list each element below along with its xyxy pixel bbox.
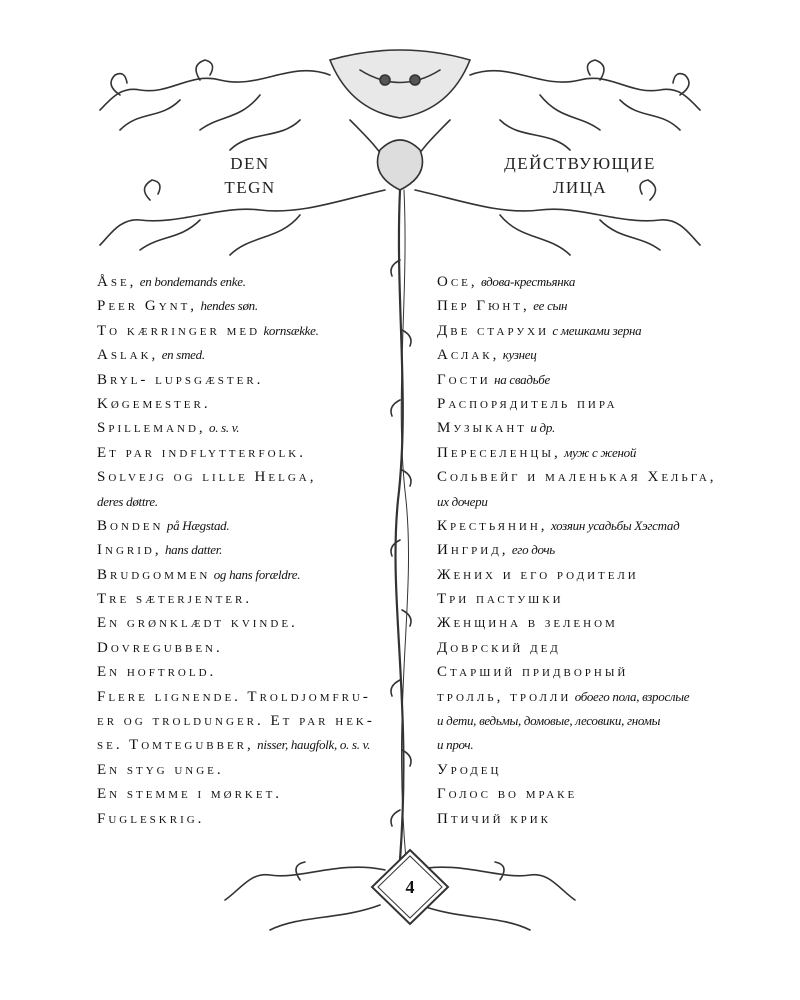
cast-line	[437, 270, 737, 294]
character-name: Распорядитель пира	[437, 395, 618, 412]
character-description: deres døttre.	[97, 493, 158, 509]
character-name: Голос во мраке	[437, 786, 578, 803]
cast-line	[97, 343, 397, 367]
character-description: og hans forældre.	[213, 566, 301, 582]
character-name: Жених и его родители	[437, 566, 639, 583]
character-description: и др.	[530, 420, 555, 436]
character-name: Bonden	[97, 517, 164, 534]
cast-line	[437, 441, 737, 465]
cast-line	[97, 636, 397, 660]
cast-line	[437, 416, 737, 440]
cast-line	[437, 514, 737, 538]
cast-line	[97, 733, 397, 757]
character-name: тролль, тролли	[437, 688, 572, 705]
cast-line	[437, 465, 737, 489]
character-name: Et par indflytterfolk.	[97, 444, 306, 461]
character-name: Køgemester.	[97, 395, 211, 412]
character-description: en bondemands enke.	[139, 274, 246, 289]
cast-line	[437, 660, 737, 684]
cast-line	[97, 758, 397, 782]
character-name: Solvejg og lille Helga,	[97, 469, 317, 486]
cast-line	[437, 782, 737, 806]
cast-line	[97, 270, 397, 294]
cast-line	[97, 514, 397, 538]
cast-line	[437, 538, 737, 562]
character-name: Музыкант	[437, 420, 528, 437]
character-description: муж с женой	[564, 444, 637, 460]
character-name: Переселенцы,	[437, 444, 561, 461]
character-name: Tre sæterjenter.	[97, 591, 253, 608]
cast-line	[97, 563, 397, 587]
character-name: Åse,	[97, 274, 137, 290]
character-name: Осе,	[437, 274, 478, 290]
character-name: Fugleskrig.	[97, 810, 205, 827]
character-name: se. Tomtegubber,	[97, 737, 254, 754]
character-name: Ingrid,	[97, 542, 162, 559]
cast-line	[97, 685, 397, 709]
character-description: вдова-крестьянка	[481, 274, 576, 289]
cast-line	[97, 465, 397, 489]
cast-line	[97, 782, 397, 806]
cast-line	[437, 319, 737, 343]
cast-line	[437, 587, 737, 611]
character-name: Ингрид,	[437, 542, 509, 559]
cast-line	[437, 807, 737, 831]
cast-line	[97, 441, 397, 465]
character-name: Уродец	[437, 761, 502, 778]
cast-line	[97, 416, 397, 440]
character-description: hendes søn.	[200, 298, 258, 314]
cast-line	[97, 660, 397, 684]
heading-line: TEGN	[224, 178, 276, 197]
cast-line	[97, 490, 397, 514]
character-name: Две старухи	[437, 322, 550, 339]
cast-line	[437, 636, 737, 660]
character-description: ее сын	[533, 298, 568, 314]
character-name: En styg unge.	[97, 761, 224, 778]
cast-line	[97, 368, 397, 392]
cast-line	[437, 368, 737, 392]
cast-line	[97, 538, 397, 562]
cast-line	[437, 709, 737, 733]
character-name: Aslak,	[97, 347, 159, 364]
page-number: 4	[405, 877, 415, 897]
cast-line	[437, 733, 737, 757]
character-name: En stemme i mørket.	[97, 786, 283, 803]
character-name: Brudgommen	[97, 566, 211, 583]
character-description: обоего пола, взрослые	[574, 688, 690, 704]
character-description: кузнец	[502, 347, 537, 363]
character-name: Сольвейг и маленькая Хельга,	[437, 469, 717, 486]
character-name: Женщина в зеленом	[437, 615, 618, 632]
cast-list-russian	[437, 270, 737, 831]
character-name: Bryl- lupsgæster.	[97, 371, 264, 388]
character-name: Старший придворный	[437, 664, 629, 681]
cast-line	[97, 319, 397, 343]
character-description: и проч.	[437, 737, 474, 753]
character-name: Flere lignende. Troldjomfru-	[97, 688, 371, 705]
cast-line	[97, 392, 397, 416]
cast-line	[437, 758, 737, 782]
character-name: En grønklædt kvinde.	[97, 615, 298, 632]
character-name: Пер Гюнт,	[437, 298, 530, 315]
character-name: Крестьянин,	[437, 517, 548, 534]
cast-line	[437, 392, 737, 416]
heading-russian	[495, 152, 665, 200]
character-name: er og troldunger. Et par hek-	[97, 713, 375, 730]
cast-line	[97, 611, 397, 635]
character-name: To kærringer med	[97, 322, 261, 339]
character-description: хозяин усадьбы Хэгстад	[550, 517, 680, 533]
character-name: Peer Gynt,	[97, 298, 198, 315]
character-name: En hoftrold.	[97, 664, 217, 681]
heading-line: ДЕЙСТВУЮЩИЕ	[504, 154, 656, 173]
character-description: på Hægstad.	[166, 517, 230, 533]
cast-line	[97, 709, 397, 733]
character-description: o. s. v.	[209, 420, 240, 436]
character-name: Dovregubben.	[97, 639, 223, 656]
cast-line	[437, 294, 737, 318]
cast-line	[97, 807, 397, 831]
character-name: Spillemand,	[97, 420, 206, 437]
character-name: Три пастушки	[437, 591, 564, 608]
character-description: kornsække.	[263, 322, 319, 338]
cast-line	[437, 490, 737, 514]
character-description: и дети, ведьмы, домовые, лесовики, гномы	[437, 713, 661, 729]
character-description: его дочь	[511, 542, 555, 558]
character-description: на свадьбе	[494, 371, 550, 387]
heading-norwegian	[205, 152, 295, 200]
character-name: Аслак,	[437, 347, 500, 364]
cast-line	[437, 343, 737, 367]
character-name: Доврский дед	[437, 639, 561, 656]
cast-list-norwegian	[97, 270, 397, 831]
character-description: с мешками зерна	[552, 322, 642, 338]
heading-line: DEN	[230, 154, 270, 173]
character-name: Птичий крик	[437, 810, 552, 827]
cast-line	[437, 563, 737, 587]
cast-line	[97, 294, 397, 318]
cast-line	[97, 587, 397, 611]
heading-line: ЛИЦА	[552, 178, 608, 197]
character-name: Гости	[437, 371, 491, 388]
character-description: их дочери	[437, 493, 488, 509]
character-description: en smed.	[161, 347, 205, 363]
character-description: nisser, haugfolk, o. s. v.	[257, 737, 371, 753]
cast-line	[437, 685, 737, 709]
cast-line	[437, 611, 737, 635]
character-description: hans datter.	[164, 542, 223, 558]
